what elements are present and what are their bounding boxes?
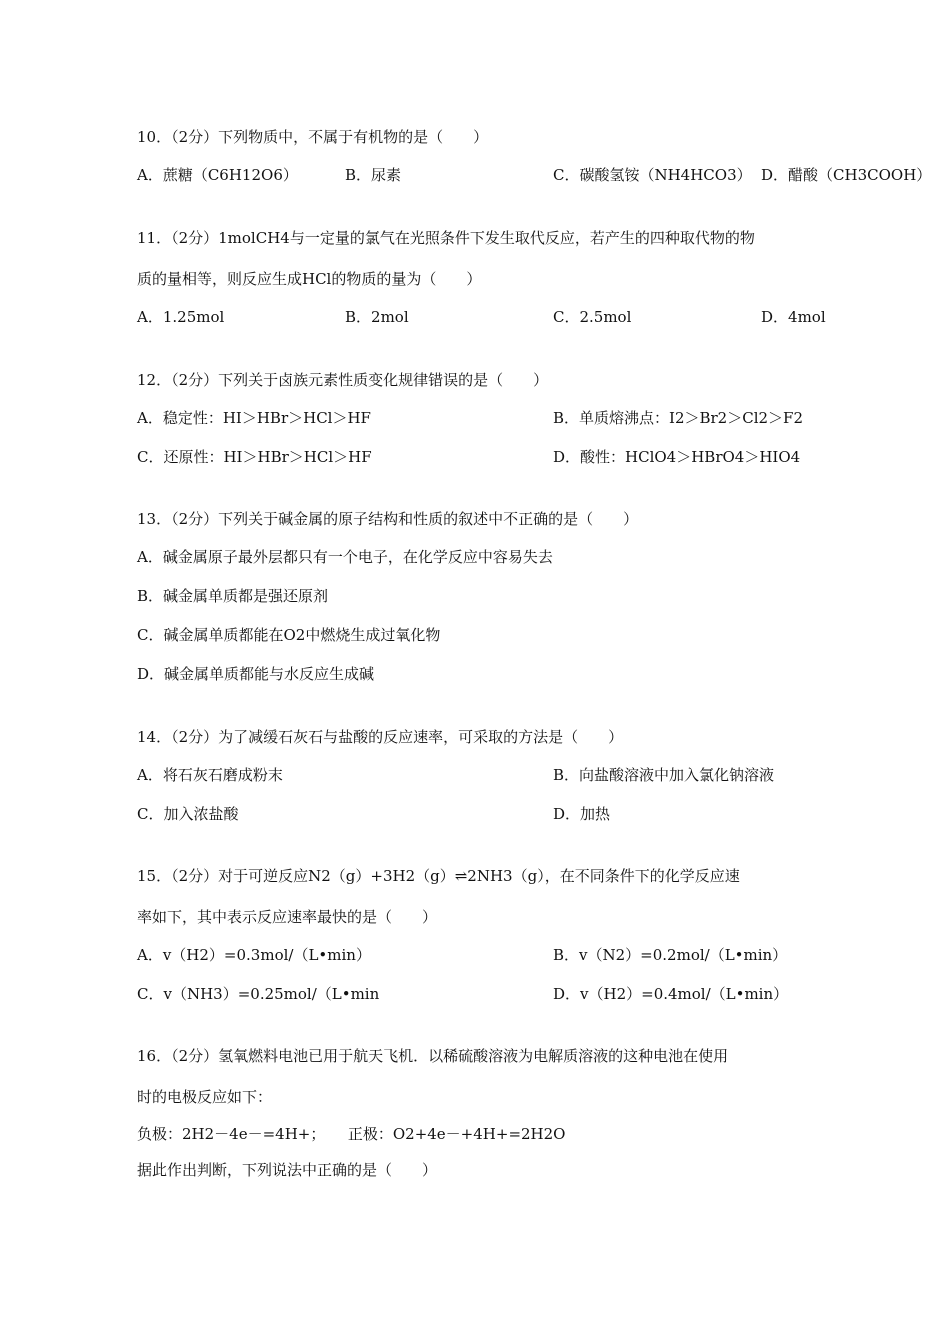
q11-option-a (137, 307, 224, 327)
q14-option-c (137, 804, 238, 824)
q16-stem-line2-text: 时的电极反应如下： (137, 1088, 273, 1106)
q11-option-a-text: A．1.25mol (137, 308, 225, 326)
q15-stem-line2 (137, 907, 437, 927)
q10-option-c-text: C．碳酸氢铵（NH4HCO3） (553, 166, 752, 184)
q15-stem-line1-text: 15．（2分）对于可逆反应N2（g）+3H2（g）⇌2NH3（g），在不同条件下的化学反应速 (137, 867, 740, 885)
q15-option-c (137, 984, 379, 1004)
q10-option-c (553, 165, 752, 185)
q15-option-d-text: D．v（H2）=0.4mol/（L•min） (553, 985, 789, 1003)
q11-option-c-text: C．2.5mol (553, 308, 632, 326)
q15-option-a (137, 945, 371, 965)
q16-stem-line2 (137, 1087, 272, 1107)
q12-option-c (137, 447, 372, 467)
q16-electrode-reactions (137, 1124, 565, 1144)
q14-option-c-text: C．加入浓盐酸 (137, 805, 239, 823)
q13-option-d (137, 664, 374, 684)
q10-stem-text: 10．（2分）下列物质中，不属于有机物的是（ ） (137, 128, 489, 146)
q15-option-b-text: B．v（N2）=0.2mol/（L•min） (553, 946, 788, 964)
q16-stem-line3 (137, 1160, 437, 1180)
q11-option-d-text: D．4mol (761, 308, 826, 326)
q15-option-c-text: C．v（NH3）=0.25mol/（L•min (137, 985, 380, 1003)
q12-option-c-text: C．还原性：HI＞HBr＞HCl＞HF (137, 448, 372, 466)
q11-stem-line1 (137, 228, 755, 248)
q12-option-a-text: A．稳定性：HI＞HBr＞HCl＞HF (137, 409, 371, 427)
q12-stem-text: 12．（2分）下列关于卤族元素性质变化规律错误的是（ ） (137, 371, 549, 389)
q13-option-c-text: C．碱金属单质都能在O2中燃烧生成过氧化物 (137, 626, 441, 644)
q13-option-d-text: D．碱金属单质都能与水反应生成碱 (137, 665, 375, 683)
q13-stem-text: 13．（2分）下列关于碱金属的原子结构和性质的叙述中不正确的是（ ） (137, 510, 639, 528)
q12-option-b (553, 408, 803, 428)
q12-stem (137, 370, 548, 390)
q16-stem-line3-text: 据此作出判断，下列说法中正确的是（ ） (137, 1161, 438, 1179)
q13-option-b-text: B．碱金属单质都是强还原剂 (137, 587, 329, 605)
q10-option-b-text: B．尿素 (345, 166, 402, 184)
q14-option-a-text: A．将石灰石磨成粉末 (137, 766, 283, 784)
q10-option-b (345, 165, 401, 185)
q13-option-a (137, 547, 553, 567)
q14-option-b-text: B．向盐酸溶液中加入氯化钠溶液 (553, 766, 775, 784)
q11-option-c (553, 307, 631, 327)
q14-option-b (553, 765, 774, 785)
q14-option-a (137, 765, 283, 785)
q12-option-a (137, 408, 371, 428)
q10-stem (137, 127, 488, 147)
q10-option-d-text: D．醋酸（CH3COOH） (761, 166, 932, 184)
q16-stem-line1-text: 16．（2分）氢氧燃料电池已用于航天飞机．以稀硫酸溶液为电解质溶液的这种电池在使用 (137, 1047, 729, 1065)
q13-stem (137, 509, 638, 529)
q11-stem-line2 (137, 269, 481, 289)
q12-option-d-text: D．酸性：HClO4＞HBrO4＞HIO4 (553, 448, 801, 466)
q10-option-a-text: A．蔗糖（C6H12O6） (137, 166, 298, 184)
q13-option-b (137, 586, 328, 606)
q14-option-d-text: D．加热 (553, 805, 611, 823)
q15-option-a-text: A．v（H2）=0.3mol/（L•min） (137, 946, 371, 964)
q15-stem-line1 (137, 866, 740, 886)
q11-option-b (345, 307, 409, 327)
q15-stem-line2-text: 率如下，其中表示反应速率最快的是（ ） (137, 908, 438, 926)
q13-option-a-text: A．碱金属原子最外层都只有一个电子，在化学反应中容易失去 (137, 548, 553, 566)
q11-stem-line2-text: 质的量相等，则反应生成HCl的物质的量为（ ） (137, 270, 482, 288)
q15-option-b (553, 945, 787, 965)
q12-option-b-text: B．单质熔沸点：I2＞Br2＞Cl2＞F2 (553, 409, 803, 427)
q11-option-d (761, 307, 826, 327)
q11-stem-line1-text: 11．（2分）1molCH4与一定量的氯气在光照条件下发生取代反应，若产生的四种取代物的物 (137, 229, 755, 247)
q16-stem-line1 (137, 1046, 728, 1066)
q15-option-d (553, 984, 788, 1004)
q11-option-b-text: B．2mol (345, 308, 409, 326)
q14-stem-text: 14．（2分）为了减缓石灰石与盐酸的反应速率，可采取的方法是（ ） (137, 728, 624, 746)
q14-option-d (553, 804, 610, 824)
q10-option-d (761, 165, 931, 185)
q12-option-d (553, 447, 800, 467)
q14-stem (137, 727, 623, 747)
q10-option-a (137, 165, 298, 185)
q16-electrode-reactions-text: 负极：2H2－4e－=4H+； 正极：O2+4e－+4H+=2H2O (137, 1125, 566, 1143)
q13-option-c (137, 625, 440, 645)
